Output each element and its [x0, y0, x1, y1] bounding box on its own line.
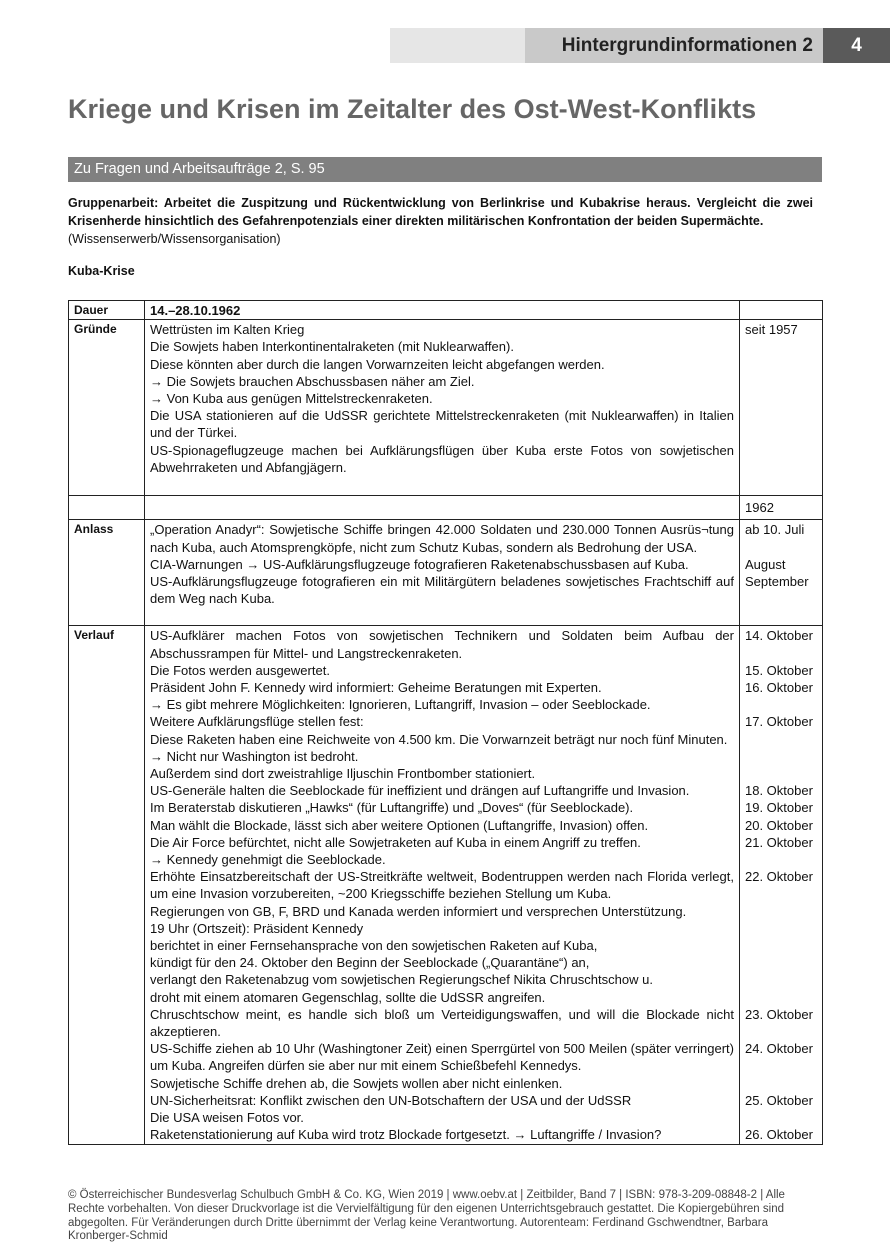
cell-line: Die Air Force befürchtet, nicht alle Sowjetraketen auf Kuba in einem Angriff zu treffen. — [150, 834, 641, 850]
cell-line: 24. Oktober — [745, 1041, 813, 1057]
footer-copyright: © Österreichischer Bundesverlag Schulbuch GmbH & Co. KG, Wien 2019 | www.oebv.at | Zeitbilder, Band 7 | ISBN: 978-3-209-08848-2 | Alle Rechte vorbehalten. Von dieser Druckvorlage ist die Vervielfältigung für den eigenen Unterrichtsgebrauch gestattet. Die Kopiergebühren sind abgegolten. Für Veränderungen durch Dritte übernimmt der Verlag keine Verantwortung. Autorenteam: Ferdinand Gschwendtner, Barbara Kronberger-Schmid — [68, 1189, 785, 1243]
cell-line: US-Aufklärer machen Fotos von sowjetischen Technikern und Soldaten beim Aufbau der Abschussrampen für Mittel- und Langstreckenraketen. — [150, 628, 734, 661]
year-row-empty-text — [145, 496, 740, 520]
cell-line: → Nicht nur Washington ist bedroht. — [150, 748, 359, 764]
cell-line: 22. Oktober — [745, 869, 813, 885]
cell-line: August — [745, 556, 786, 572]
cell-line — [745, 851, 817, 868]
task-note: (Wissenserwerb/Wissensorganisation) — [68, 232, 281, 246]
cell-line — [745, 903, 817, 920]
subheading-kuba-krise: Kuba-Krise — [68, 264, 135, 278]
cell-line — [745, 748, 817, 765]
year-row-empty-label — [69, 496, 145, 520]
dauer-value: 14.–28.10.1962 — [145, 301, 740, 320]
cell-line: US-Generäle halten die Seeblockade für ineffizient und drängen auf Luftangriffe und Invasion. — [150, 783, 690, 799]
cell-line: Die Sowjets haben Interkontinentalraketen (mit Nuklearwaffen). — [150, 339, 514, 355]
verlauf-dates — [740, 626, 823, 1144]
cell-line: Die Fotos werden ausgewertet. — [150, 662, 330, 678]
cell-line: Diese Raketen haben eine Reichweite von 4.500 km. Die Vorwarnzeit beträgt nur noch fünf Minuten. — [150, 731, 728, 747]
cell-line: 15. Oktober — [745, 662, 813, 678]
cell-line — [745, 765, 817, 782]
table-row-dauer — [69, 301, 823, 320]
gruende-text — [145, 320, 740, 496]
cell-line: → Es gibt mehrere Möglichkeiten: Ignorieren, Luftangriff, Invasion – oder Seeblockade. — [150, 697, 651, 713]
cell-line: Man wählt die Blockade, lässt sich aber weitere Optionen (Luftangriffe, Invasion) offen. — [150, 817, 649, 833]
cell-line — [745, 971, 817, 988]
page-title: Kriege und Krisen im Zeitalter des Ost-West-Konflikts — [68, 94, 757, 124]
row-label-anlass: Anlass — [69, 520, 145, 626]
cell-line — [745, 1075, 817, 1092]
cell-line — [745, 1109, 817, 1126]
row-label-verlauf: Verlauf — [69, 626, 145, 1144]
cell-line: 18. Oktober — [745, 783, 813, 799]
cell-line — [745, 731, 817, 748]
cell-line: 19. Oktober — [745, 800, 813, 816]
cell-line: verlangt den Raketenabzug vom sowjetischen Regierungschef Nikita Chruschtschow u. — [150, 972, 653, 988]
cell-line: → Von Kuba aus genügen Mittelstreckenraketen. — [150, 391, 433, 407]
section-bar: Zu Fragen und Arbeitsaufträge 2, S. 95 — [68, 157, 822, 182]
cell-line — [745, 920, 817, 937]
header-section-text: Hintergrundinformationen 2 — [561, 34, 813, 56]
year-row-date: 1962 — [740, 496, 823, 520]
page-number: 4 — [851, 34, 862, 56]
cell-line — [745, 954, 817, 971]
verlauf-text — [145, 626, 740, 1144]
cell-line: Chruschtschow meint, es handle sich bloß um Verteidigungswaffen, und will die Blockade nicht akzeptieren. — [150, 1006, 734, 1040]
cell-line: Sowjetische Schiffe drehen ab, die Sowjets wollen aber nicht einlenken. — [150, 1075, 563, 1091]
anlass-dates — [740, 520, 823, 626]
cell-line — [745, 696, 817, 713]
cell-line: ab 10. Juli — [745, 522, 805, 538]
cell-line: droht mit einem atomaren Gegenschlag, sollte die UdSSR angreifen. — [150, 989, 546, 1005]
anlass-text — [145, 520, 740, 626]
cell-line: Diese könnten aber durch die langen Vorwarnzeiten leicht abgefangen werden. — [150, 356, 605, 372]
cell-line: UN-Sicherheitsrat: Konflikt zwischen den UN-Botschaftern der USA und der UdSSR — [150, 1092, 632, 1108]
cell-line: 16. Oktober — [745, 680, 813, 696]
cell-line — [745, 937, 817, 954]
cell-line: 14. Oktober — [745, 628, 813, 644]
cell-line: US-Schiffe ziehen ab 10 Uhr (Washingtoner Zeit) einen Sperrgürtel von 500 Meilen (später verringert) um Kuba. Angreifen dürfen sie aber nur mit einem Schießbefehl Kennedys. — [150, 1041, 734, 1074]
page-number-badge — [823, 28, 890, 63]
row-label-gruende: Gründe — [69, 320, 145, 496]
kuba-krise-table — [68, 300, 823, 1145]
cell-line: US-Spionageflugzeuge machen bei Aufklärungsflügen über Kuba erste Fotos von sowjetischen Abwehrraketen und Abfangjägern. — [150, 442, 734, 475]
cell-line: 17. Oktober — [745, 714, 813, 730]
cell-line: Im Beraterstab diskutieren „Hawks“ (für Luftangriffe) und „Doves“ (für Seeblockade). — [150, 800, 634, 816]
task-instruction: Gruppenarbeit: Arbeitet die Zuspitzung und Rückentwicklung von Berlinkrise und Kubakrise heraus. Vergleicht die zwei Krisenherde hinsichtlich des Gefahrenpotenzials einer direkten militärischen Konfrontation der beiden Supermächte. — [68, 196, 813, 228]
task-text — [68, 194, 813, 230]
cell-line: Außerdem sind dort zweistrahlige Iljuschin Frontbomber stationiert. — [150, 766, 536, 782]
cell-line — [745, 645, 817, 662]
cell-line — [745, 1023, 817, 1040]
cell-line: September — [745, 574, 809, 590]
cell-line: 20. Oktober — [745, 817, 813, 833]
table-row-anlass — [69, 520, 823, 626]
cell-line: US-Aufklärungsflugzeuge fotografieren ein mit Militärgütern beladenes sowjetisches Frachtschiff auf dem Weg nach Kuba. — [150, 574, 734, 607]
dauer-date-cell — [740, 301, 823, 320]
cell-line — [745, 539, 817, 556]
cell-line — [745, 885, 817, 902]
cell-line — [745, 989, 817, 1006]
header-section-label — [525, 28, 823, 63]
gruende-date: seit 1957 — [740, 320, 823, 496]
cell-line: kündigt für den 24. Oktober den Beginn der Seeblockade („Quarantäne“) an, — [150, 955, 590, 971]
cell-line: Die USA stationieren auf die UdSSR gerichtete Mittelstreckenraketen (mit Nuklearwaffen) in Italien und der Türkei. — [150, 408, 734, 441]
header-light-block — [390, 28, 525, 63]
cell-line: 25. Oktober — [745, 1092, 813, 1108]
cell-line: → Die Sowjets brauchen Abschussbasen näher am Ziel. — [150, 373, 475, 389]
table-row-year — [69, 496, 823, 520]
cell-line: Weitere Aufklärungsflüge stellen fest: — [150, 714, 364, 730]
cell-line: Regierungen von GB, F, BRD und Kanada werden informiert und versprechen Unterstützung. — [150, 903, 687, 919]
cell-line: 19 Uhr (Ortszeit): Präsident Kennedy — [150, 920, 364, 936]
cell-line: 21. Oktober — [745, 834, 813, 850]
cell-line: Wettrüsten im Kalten Krieg — [150, 322, 305, 338]
cell-line — [745, 1057, 817, 1074]
table-row-gruende — [69, 320, 823, 496]
cell-line: → Kennedy genehmigt die Seeblockade. — [150, 852, 386, 868]
row-label-dauer: Dauer — [69, 301, 145, 320]
cell-line: 26. Oktober — [745, 1127, 813, 1143]
cell-line: Raketenstationierung auf Kuba wird trotz Blockade fortgesetzt. → Luftangriffe / Invasion? — [150, 1127, 662, 1143]
cell-line: berichtet in einer Fernsehansprache von den sowjetischen Raketen auf Kuba, — [150, 938, 598, 954]
cell-line: Präsident John F. Kennedy wird informiert: Geheime Beratungen mit Experten. — [150, 680, 602, 696]
cell-line: 23. Oktober — [745, 1006, 813, 1022]
cell-line: Die USA weisen Fotos vor. — [150, 1110, 304, 1126]
cell-line: Erhöhte Einsatzbereitschaft der US-Streitkräfte weltweit, Bodentruppen werden nach Florida verlegt, um eine Invasion vorzubereiten, ~200 Kriegsschiffe beziehen Stellung um Kuba. — [150, 869, 734, 902]
table-row-verlauf — [69, 626, 823, 1144]
cell-line: „Operation Anadyr“: Sowjetische Schiffe bringen 42.000 Soldaten und 230.000 Tonnen Ausrüs¬tung nach Kuba, auch Atomsprengköpfe, nicht zum Schutz Kubas, sondern als Bedrohung der USA. — [150, 522, 734, 555]
cell-line: CIA-Warnungen → US-Aufklärungsflugzeuge fotografieren Raketenabschussbasen auf Kuba. — [150, 556, 689, 572]
